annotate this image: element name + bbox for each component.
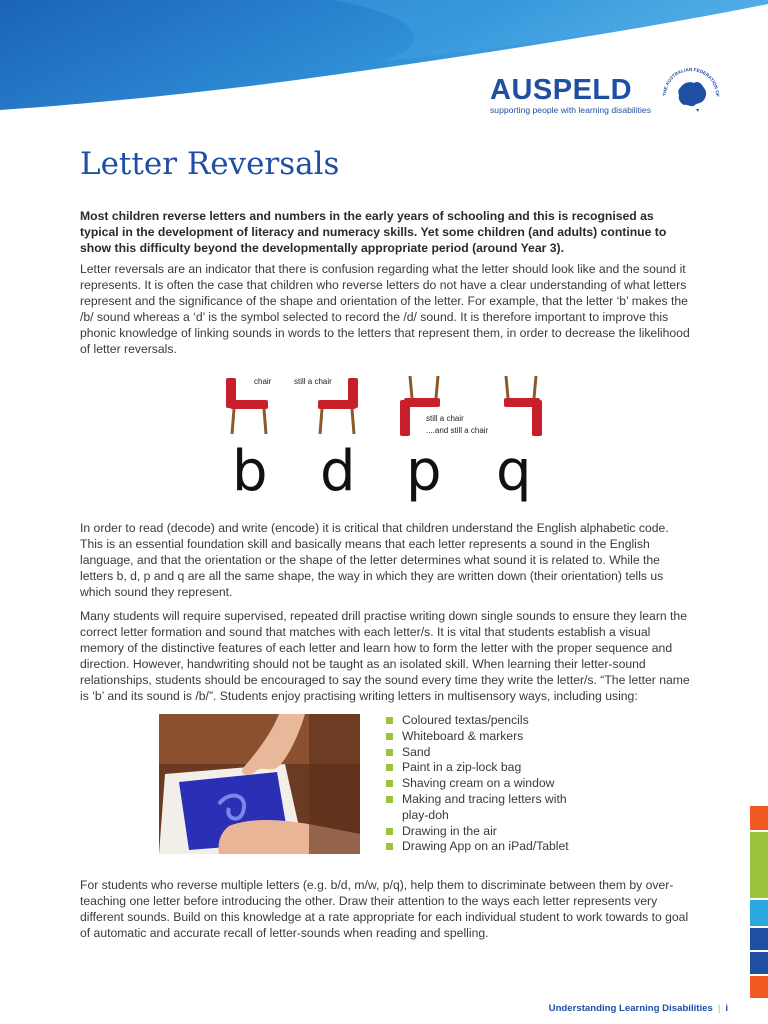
bullet-square-icon <box>386 843 393 850</box>
paragraph-letter-reversals: Letter reversals are an indicator that there is confusion regarding what the letter should look like and the sound it represents. It is often the case that children who reverse letters do not have a clear understanding of what letters represent and the significance of the shape and orientation of the letter. For example, that the letter ‘b’ makes the /b/ sound whereas a ‘d’ is the symbol selected to record the /d/ sound. It is therefore important to improve this phonic knowledge of linking sounds in words to the letters that represent them, in order to decrease the likelihood of letter reversals. <box>80 262 690 356</box>
intro-paragraph: Most children reverse letters and numbers in the early years of schooling and this is recognised as typical in the development of literacy and numeracy skills. Yet some children (and adults) continue to show this difficulty beyond the developmentally appropriate period (around Year 3). <box>80 209 667 255</box>
page-title: Letter Reversals <box>80 146 340 182</box>
letter-d: d <box>320 439 356 504</box>
side-tab-orange <box>750 806 768 830</box>
list-item: Drawing in the air <box>386 824 586 840</box>
letter-p: p <box>406 439 442 504</box>
bullet-square-icon <box>386 780 393 787</box>
list-item: Coloured textas/pencils <box>386 713 586 729</box>
page-footer <box>549 1003 728 1014</box>
list-item: Making and tracing letters with play-doh <box>386 792 582 824</box>
letter-q: q <box>496 439 532 504</box>
multisensory-activities-list <box>386 713 586 855</box>
auspeld-logo <box>488 66 728 122</box>
section-colour-tabs <box>750 806 768 998</box>
chair-orientation-illustration <box>220 370 554 510</box>
list-item: Shaving cream on a window <box>386 776 586 792</box>
list-item: Drawing App on an iPad/Tablet <box>386 839 586 855</box>
list-item: Paint in a zip-lock bag <box>386 760 586 776</box>
list-item: Whiteboard & markers <box>386 729 586 745</box>
paragraph-multiple-reversals: For students who reverse multiple letters (e.g. b/d, m/w, p/q), help them to discriminate between them by over-teaching one letter before introducing the other. Draw their attention to the ways each letter represents very different sounds. Build on this knowledge at a rate appropriate for each individual student to work towards to goal of automatic and accurate recall of letter-sounds when reading and spelling. <box>80 878 689 940</box>
side-tab-green-2 <box>750 866 768 898</box>
side-tab-cyan <box>750 900 768 926</box>
chair-mirrored-icon <box>318 378 358 434</box>
bullet-square-icon <box>386 749 393 756</box>
australia-seal-icon <box>660 66 722 120</box>
footer-page-number: i <box>725 1003 728 1014</box>
bullet-square-icon <box>386 717 393 724</box>
bullet-square-icon <box>386 733 393 740</box>
paragraph-drill-practise: Many students will require supervised, repeated drill practise writing down single sounds to ensure they learn the correct letter formation and sound that matches with each letter/s. It is vital that students establish a visual memory of the distinctive features of each letter and learn how to form the letter with the proper sequence and direction. However, handwriting should not be taught as an isolated skill. When learning their letter-sound relationships, students should be encouraged to say the sound every time they write the letter/s. “The letter name is ‘b’ and its sound is /b/”. Students enjoy practising writing letters in multisensory ways, including using: <box>80 609 690 703</box>
seal-text: THE AUSTRALIAN FEDERATION OF <box>661 66 721 97</box>
side-tab-blue-2 <box>750 952 768 974</box>
logo-wordmark: AUSPELD <box>490 74 633 106</box>
child-tracing-paint-bag-photo <box>159 714 360 854</box>
label-and-still-a-chair: ....and still a chair <box>426 426 489 435</box>
paragraph-alphabetic-code: In order to read (decode) and write (encode) it is critical that children understand the English alphabetic code. This is an essential foundation skill and basically means that each letter represents a sound in the English language, and that the orientation or the shape of the letter determines what sound it is related to. While the letters b, d, p and q are all the same shape, the way in which they are written down (their orientation) tells us which sound they represent. <box>80 521 669 599</box>
chair-upright-icon <box>226 378 268 434</box>
logo-tagline: supporting people with learning disabilities <box>490 105 651 115</box>
footer-section-title: Understanding Learning Disabilities <box>548 1003 713 1014</box>
bullet-square-icon <box>386 796 393 803</box>
chair-upside-down-mirrored-icon <box>504 376 542 436</box>
bullet-square-icon <box>386 764 393 771</box>
label-still-a-chair-2: still a chair <box>426 414 464 423</box>
letter-b: b <box>232 439 268 504</box>
footer-divider: | <box>717 1003 721 1014</box>
label-still-a-chair: still a chair <box>294 377 332 386</box>
side-tab-green <box>750 832 768 866</box>
list-item: Sand <box>386 745 586 761</box>
side-tab-blue <box>750 928 768 950</box>
label-chair: chair <box>254 377 272 386</box>
bullet-square-icon <box>386 828 393 835</box>
side-tab-orange-2 <box>750 976 768 998</box>
